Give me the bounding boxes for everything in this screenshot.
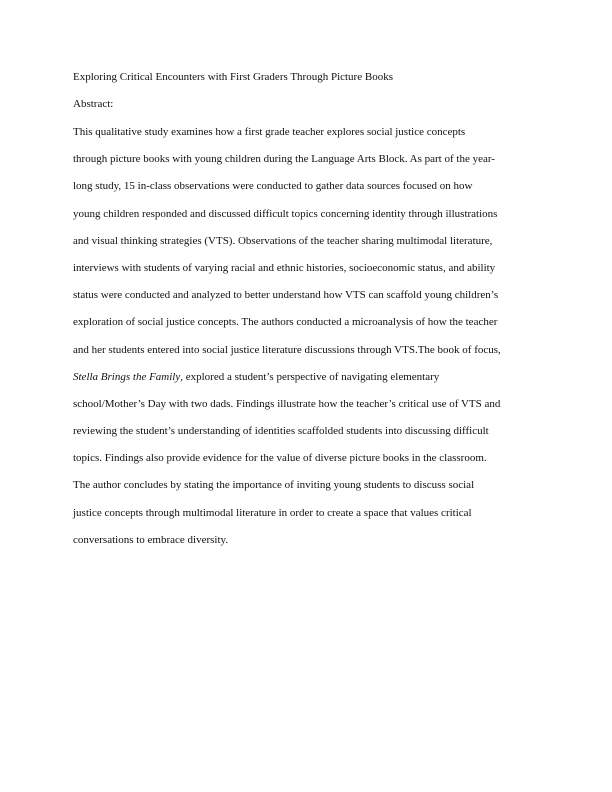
abstract-line: reviewing the student’s understanding of identities scaffolded students into discussing difficult bbox=[73, 425, 489, 438]
abstract-line: and her students entered into social justice literature discussions through VTS.The book of focus, bbox=[73, 343, 501, 356]
abstract-line: exploration of social justice concepts. The authors conducted a microanalysis of how the teacher bbox=[73, 316, 498, 329]
abstract-line: through picture books with young children during the Language Arts Block. As part of the year- bbox=[73, 153, 495, 166]
abstract-line: justice concepts through multimodal literature in order to create a space that values critical bbox=[73, 506, 472, 519]
abstract-line: conversations to embrace diversity. bbox=[73, 533, 229, 546]
abstract-line: status were conducted and analyzed to better understand how VTS can scaffold young children’s bbox=[73, 289, 499, 302]
abstract-line: school/Mother’s Day with two dads. Findings illustrate how the teacher’s critical use of VTS and bbox=[73, 397, 501, 410]
abstract-label: Abstract: bbox=[73, 98, 114, 110]
abstract-line: This qualitative study examines how a first grade teacher explores social justice concepts bbox=[73, 126, 466, 138]
abstract-line: The author concludes by stating the importance of inviting young students to discuss social bbox=[73, 479, 475, 492]
abstract-body bbox=[73, 125, 543, 560]
abstract-line: long study, 15 in-class observations were conducted to gather data sources focused on how bbox=[73, 180, 473, 193]
abstract-line: topics. Findings also provide evidence for the value of diverse picture books in the classroom. bbox=[73, 452, 487, 465]
book-title: Stella Brings the Family bbox=[73, 370, 181, 383]
book-line-rest: , explored a student’s perspective of navigating elementary bbox=[180, 370, 440, 383]
abstract-line: interviews with students of varying racial and ethnic histories, socioeconomic status, and ability bbox=[73, 261, 496, 274]
paper-title: Exploring Critical Encounters with First Graders Through Picture Books bbox=[73, 71, 393, 83]
abstract-line: young children responded and discussed difficult topics concerning identity through illustrations bbox=[73, 207, 498, 220]
abstract-line-book bbox=[73, 370, 543, 397]
abstract-line: and visual thinking strategies (VTS). Observations of the teacher sharing multimodal literature, bbox=[73, 234, 493, 247]
